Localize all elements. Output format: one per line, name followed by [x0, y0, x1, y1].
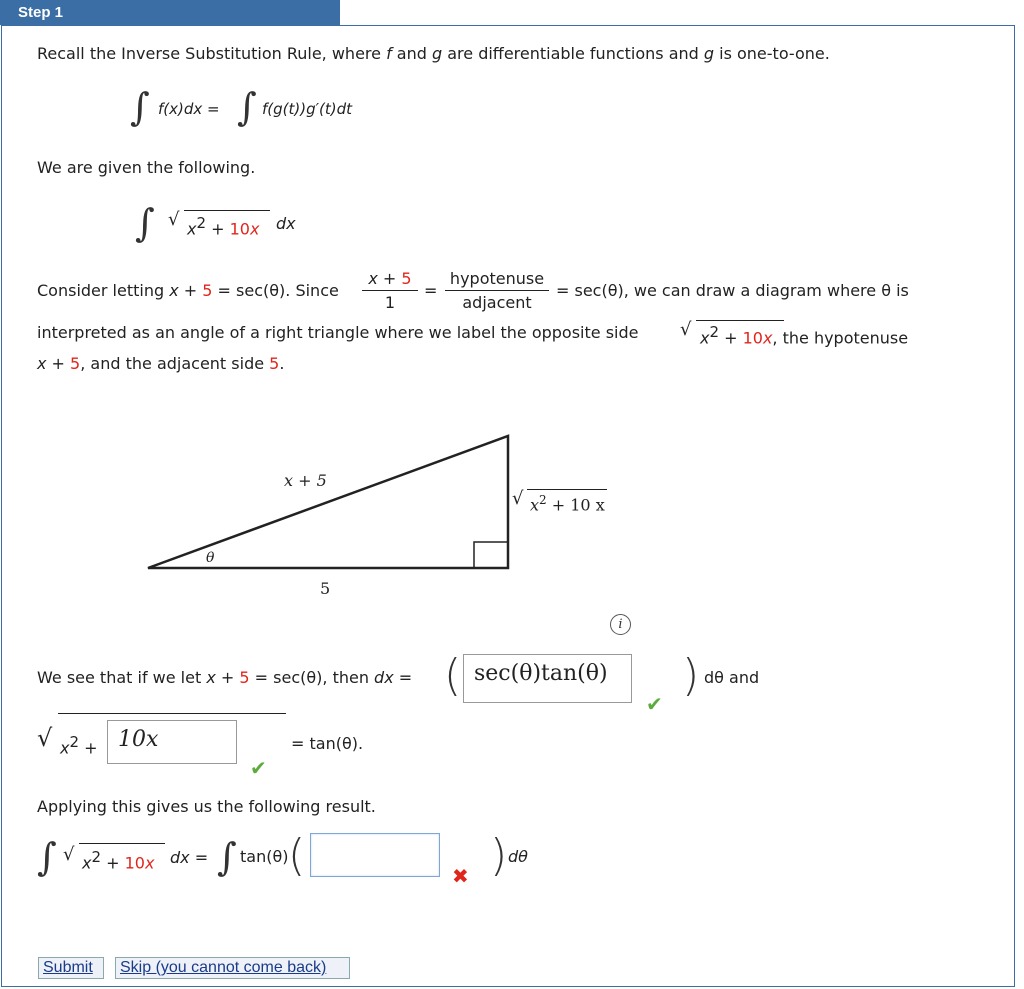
result-expression: $x^2 + 10x$ — [82, 848, 155, 873]
given-dx: dx — [276, 214, 296, 233]
diagram-theta-label: θ — [206, 550, 215, 566]
given-sq: 2 — [196, 214, 207, 232]
consider-plus: + — [178, 281, 203, 300]
fraction-2 — [445, 269, 549, 312]
sqrt-symbol: √ — [168, 209, 180, 230]
skip-button[interactable]: Skip (you cannot come back) — [115, 957, 350, 979]
intro-text — [37, 44, 830, 63]
given-coef: 10 — [229, 219, 250, 239]
right-paren: ) — [682, 650, 700, 701]
fraction-bar — [362, 290, 418, 291]
consider-x: x — [169, 281, 179, 300]
sqrt-symbol: √ — [680, 319, 692, 340]
triangle-shape — [148, 436, 508, 568]
sqrt-row-expression: $x^2$ + — [60, 733, 98, 758]
sqrt-bar — [527, 489, 607, 490]
intro-part4: is one-to-one. — [714, 44, 830, 63]
integral-sign: ∫ — [135, 201, 155, 245]
result-tan: tan(θ) — [240, 847, 289, 866]
opposite-expression: $x^2 + 10x$, the hypotenuse — [700, 323, 909, 348]
integral-sign: ∫ — [217, 835, 237, 879]
consider-part2: = sec(θ), we can draw a diagram where θ is — [556, 281, 909, 300]
dx-answer-input[interactable] — [463, 654, 632, 703]
check-icon: ✔ — [646, 692, 663, 716]
sqrt-symbol: √ — [63, 844, 75, 865]
sqrt-bar — [184, 210, 270, 211]
rule-lhs: f(x)dx = — [158, 100, 220, 118]
consider-eq: = sec(θ). Since — [212, 281, 339, 300]
step-header: Step 1 — [0, 0, 340, 25]
given-expression — [187, 214, 259, 238]
result-answer-input[interactable] — [310, 833, 440, 877]
rule-rhs: f(g(t))g′(t)dt — [262, 100, 353, 118]
substitution-text: We see that if we let x + 5 = sec(θ), then dx = — [37, 668, 413, 687]
fraction-2-denominator: adjacent — [462, 293, 532, 312]
sqrt-symbol: √ — [37, 724, 53, 752]
integral-sign: ∫ — [37, 835, 57, 879]
submit-button[interactable]: Submit — [38, 957, 104, 979]
left-paren: ( — [288, 830, 306, 881]
intro-part1: Recall the Inverse Substitution Rule, where — [37, 44, 387, 63]
sqrt-bar — [79, 843, 165, 844]
fraction-2-numerator: hypotenuse — [449, 269, 545, 288]
fraction-1-denominator: 1 — [384, 293, 396, 312]
fraction-equals: = — [424, 281, 438, 300]
intro-part3: are differentiable functions and — [442, 44, 704, 63]
applying-label: Applying this gives us the following result. — [37, 797, 376, 816]
left-paren: ( — [444, 650, 462, 701]
consider-line3: x + 5, and the adjacent side 5. — [37, 354, 285, 373]
sqrt-row-eq: = tan(θ). — [291, 734, 364, 753]
fraction-1-numerator: x + 5 — [368, 269, 412, 288]
consider-line2 — [37, 323, 638, 342]
intro-g: g — [431, 44, 443, 63]
sqrt-bar — [696, 320, 784, 321]
integral-sign: ∫ — [130, 85, 150, 129]
diagram-opposite-label: $x^2 + 10$ x — [530, 493, 605, 515]
consider-line2a: interpreted as an angle of a right triangle where we label the opposite side — [37, 323, 639, 342]
right-paren: ) — [490, 830, 508, 881]
triangle-diagram — [140, 430, 620, 610]
given-x: x — [187, 219, 197, 239]
right-angle-marker — [474, 542, 508, 568]
dx-answer-value: sec(θ)tan(θ) — [474, 661, 608, 686]
given-plus: + — [206, 219, 230, 239]
result-dtheta: dθ — [508, 847, 528, 866]
cross-icon: ✖ — [452, 864, 469, 888]
diagram-hypotenuse-label: x + 5 — [284, 471, 327, 490]
intro-g2: g — [703, 44, 715, 63]
integral-sign: ∫ — [237, 85, 257, 129]
sqrt-answer-value: 10x — [118, 727, 159, 752]
consider-part1: Consider letting — [37, 281, 170, 300]
sqrt-answer-input[interactable] — [107, 720, 237, 764]
fraction-1 — [362, 269, 418, 312]
given-x2: x — [249, 219, 260, 239]
sqrt-bar — [58, 713, 286, 714]
intro-f: f — [386, 44, 392, 63]
substitution-after: dθ and — [704, 668, 760, 687]
consider-text — [37, 281, 339, 300]
info-icon[interactable]: i — [610, 614, 631, 635]
given-label: We are given the following. — [37, 158, 256, 177]
sqrt-symbol: √ — [512, 488, 524, 509]
consider-five: 5 — [202, 281, 213, 300]
check-icon: ✔ — [250, 756, 267, 780]
result-dx: dx = — [170, 848, 209, 867]
fraction-bar — [445, 290, 549, 291]
intro-part2: and — [391, 44, 432, 63]
diagram-adjacent-label: 5 — [320, 579, 331, 598]
consider-line2b: , the hypotenuse — [772, 328, 909, 348]
